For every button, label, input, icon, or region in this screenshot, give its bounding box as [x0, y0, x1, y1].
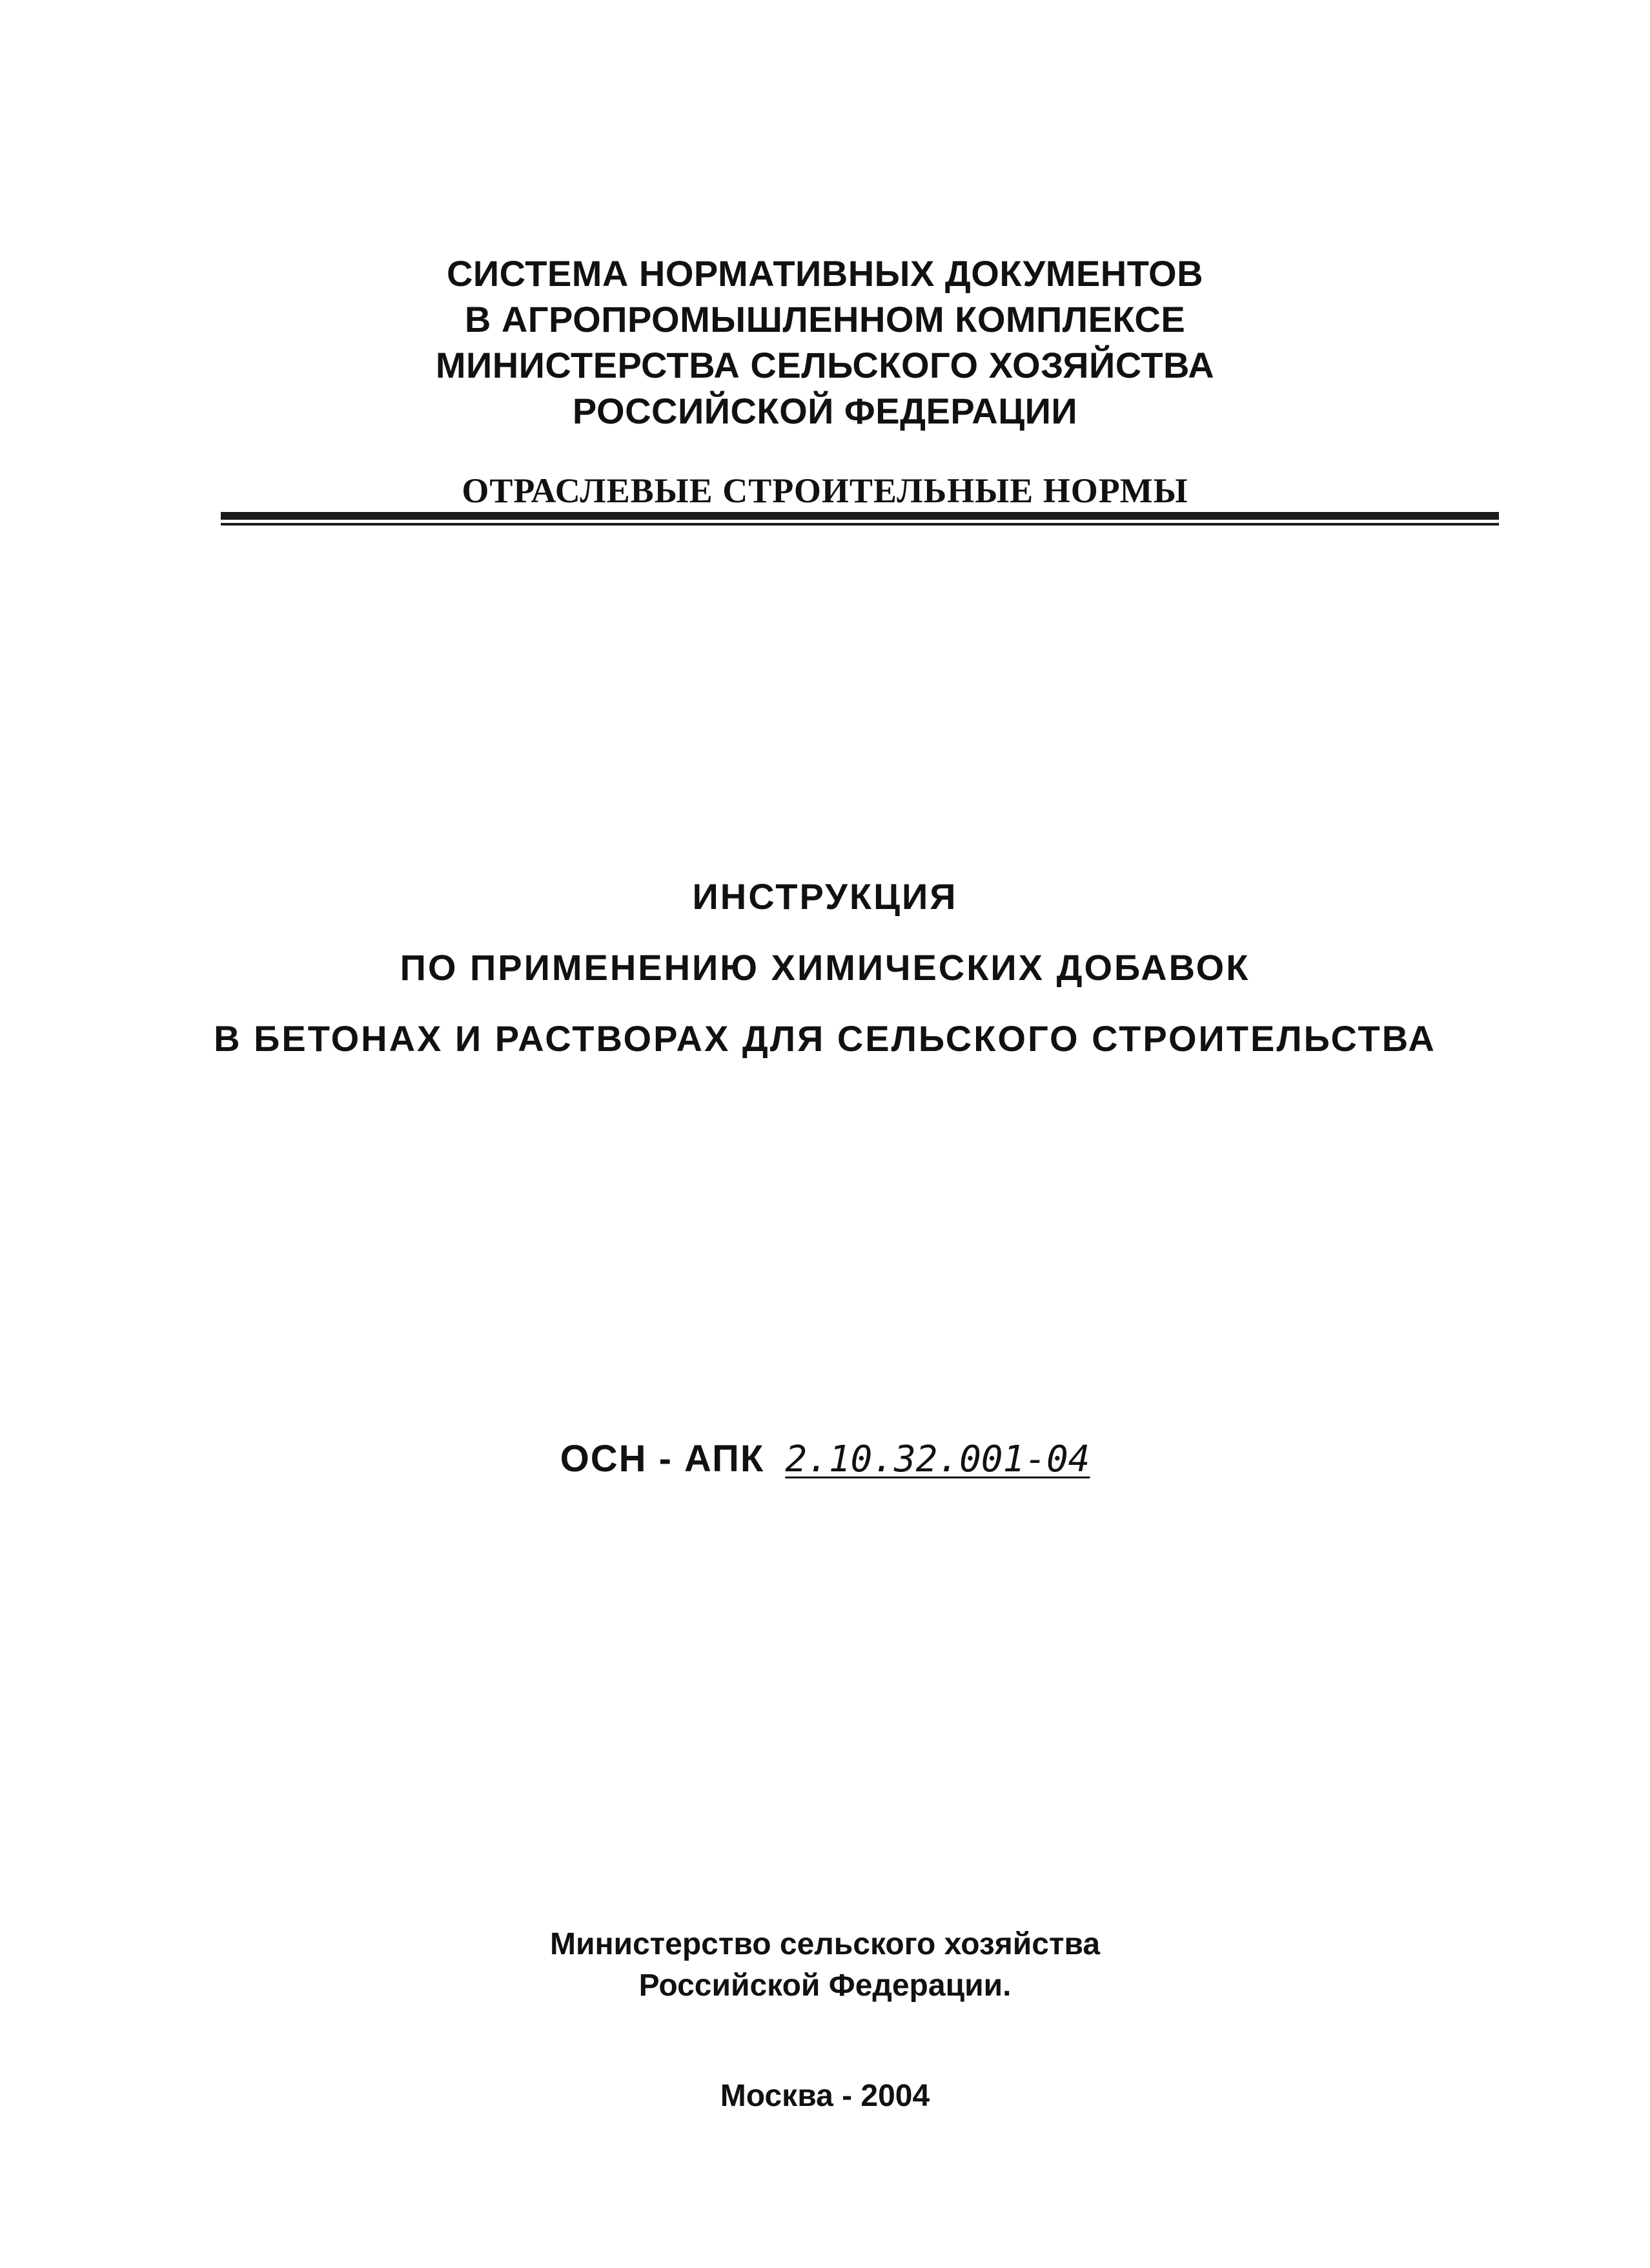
document-title-line: ИНСТРУКЦИЯ: [692, 876, 958, 917]
document-title-line: В БЕТОНАХ И РАСТВОРАХ ДЛЯ СЕЛЬСКОГО СТРОИТЕЛЬСТВА: [214, 1018, 1436, 1059]
document-title: [0, 861, 1650, 1074]
publisher-line: Министерство сельского хозяйства: [549, 1927, 1101, 1961]
document-code: [0, 1433, 1650, 1486]
branch-norms-title: ОТРАСЛЕВЫЕ СТРОИТЕЛЬНЫЕ НОРМЫ: [462, 471, 1188, 510]
system-header: [52, 250, 1598, 434]
system-header-line: МИНИСТЕРСТВА СЕЛЬСКОГО ХОЗЯЙСТВА: [435, 345, 1215, 385]
place-year: Москва - 2004: [720, 2079, 930, 2113]
document-code-prefix: ОСН - АПК: [560, 1438, 765, 1480]
publisher-line: Российской Федерации.: [638, 1968, 1012, 2003]
system-header-line: РОССИЙСКОЙ ФЕДЕРАЦИИ: [572, 391, 1078, 431]
header-divider-thin: [221, 523, 1499, 526]
system-header-line: СИСТЕМА НОРМАТИВНЫХ ДОКУМЕНТОВ: [446, 253, 1204, 294]
document-title-line: ПО ПРИМЕНЕНИЮ ХИМИЧЕСКИХ ДОБАВОК: [400, 947, 1250, 988]
document-code-number: 2.10.32.001-04: [785, 1438, 1090, 1480]
system-header-line: В АГРОПРОМЫШЛЕННОМ КОМПЛЕКСЕ: [464, 299, 1186, 340]
header-divider-thick: [221, 512, 1499, 520]
publisher: [0, 1924, 1650, 2007]
